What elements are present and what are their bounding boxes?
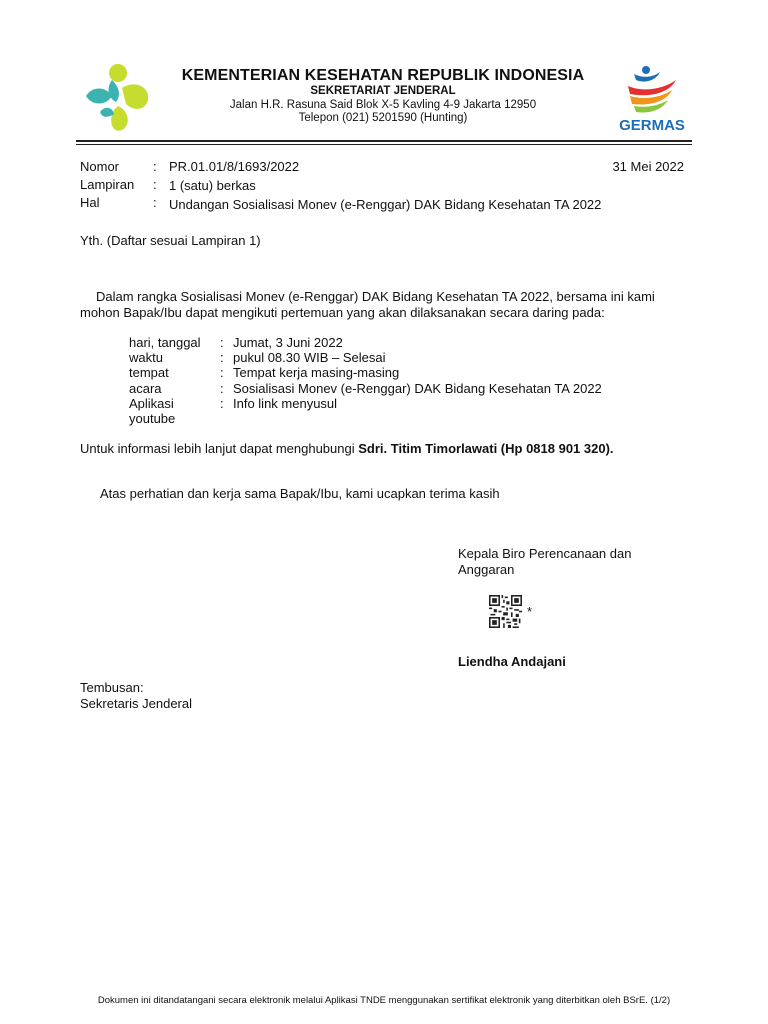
qr-code-icon bbox=[489, 595, 522, 628]
signer-title-2: Anggaran bbox=[458, 562, 515, 577]
phone-line: Telepon (021) 5201590 (Hunting) bbox=[298, 112, 468, 124]
ministry-title: KEMENTERIAN KESEHATAN REPUBLIK INDONESIA bbox=[181, 67, 585, 84]
address-line: Jalan H.R. Rasuna Said Blok X-5 Kavling 4-9 Jakarta 12950 bbox=[229, 99, 537, 111]
detail-label-app-2: youtube bbox=[129, 411, 176, 426]
number-colon: : bbox=[153, 159, 157, 174]
letter-date: 31 Mei 2022 bbox=[612, 159, 684, 174]
detail-colon: : bbox=[220, 350, 224, 365]
subject-label: Hal bbox=[80, 195, 100, 210]
cc-item: Sekretaris Jenderal bbox=[80, 696, 192, 711]
contact-line bbox=[80, 441, 614, 457]
detail-value-time: pukul 08.30 WIB – Selesai bbox=[233, 350, 386, 365]
contact-name: Sdri. Titim Timorlawati (Hp 0818 901 320). bbox=[358, 441, 614, 456]
number-value: PR.01.01/8/1693/2022 bbox=[169, 159, 300, 174]
detail-label-app: Aplikasi bbox=[129, 396, 174, 411]
signer-name: Liendha Andajani bbox=[458, 654, 566, 669]
logo-petal-top bbox=[109, 64, 127, 82]
recipient-line: Yth. (Daftar sesuai Lampiran 1) bbox=[80, 233, 261, 248]
detail-colon: : bbox=[220, 396, 224, 411]
intro-line-1: Dalam rangka Sosialisasi Monev (e-Renggar) DAK Bidang Kesehatan TA 2022, bersama ini kami bbox=[96, 289, 655, 304]
number-label: Nomor bbox=[80, 159, 120, 174]
germas-logo bbox=[612, 64, 692, 136]
contact-text: Untuk informasi lebih lanjut dapat menghubungi bbox=[80, 441, 355, 456]
signer-title-1: Kepala Biro Perencanaan dan bbox=[458, 546, 632, 561]
header-divider-thin bbox=[76, 144, 692, 145]
secretariat-subtitle: SEKRETARIAT JENDERAL bbox=[310, 85, 456, 97]
subject-value: Undangan Sosialisasi Monev (e-Renggar) DAK Bidang Kesehatan TA 2022 bbox=[169, 197, 602, 212]
logo-leaf-left bbox=[86, 89, 112, 104]
attachment-value: 1 (satu) berkas bbox=[169, 178, 256, 193]
logo-petal-bottom bbox=[111, 106, 128, 131]
logo-petal-right bbox=[122, 84, 148, 109]
intro-line-2: mohon Bapak/Ibu dapat mengikuti pertemuan yang akan dilaksanakan secara daring pada: bbox=[80, 305, 605, 320]
attachment-colon: : bbox=[153, 177, 157, 192]
signature-asterisk: * bbox=[527, 604, 533, 619]
attachment-label: Lampiran bbox=[80, 177, 135, 192]
detail-value-app: Info link menyusul bbox=[233, 396, 338, 411]
closing-line: Atas perhatian dan kerja sama Bapak/Ibu, kami ucapkan terima kasih bbox=[100, 486, 500, 501]
logo-leaf-center bbox=[109, 80, 119, 102]
detail-colon: : bbox=[220, 365, 224, 380]
cc-label: Tembusan: bbox=[80, 680, 144, 695]
germas-figure-head bbox=[642, 66, 650, 74]
detail-value-date: Jumat, 3 Juni 2022 bbox=[233, 335, 343, 350]
germas-wordmark: GERMAS bbox=[619, 117, 685, 134]
detail-label-date: hari, tanggal bbox=[129, 335, 201, 350]
detail-value-event: Sosialisasi Monev (e-Renggar) DAK Bidang Kesehatan TA 2022 bbox=[233, 381, 602, 396]
kemenkes-logo bbox=[82, 62, 154, 134]
detail-label-time: waktu bbox=[129, 350, 163, 365]
detail-colon: : bbox=[220, 381, 224, 396]
detail-colon: : bbox=[220, 335, 224, 350]
detail-label-event: acara bbox=[129, 381, 162, 396]
footer-note: Dokumen ini ditandatangani secara elektronik melalui Aplikasi TNDE menggunakan sertifikat elektronik yang diterbitkan oleh BSrE. (1/2) bbox=[97, 995, 671, 1006]
detail-value-place: Tempat kerja masing-masing bbox=[233, 365, 400, 380]
subject-colon: : bbox=[153, 195, 157, 210]
header-divider-thick bbox=[76, 140, 692, 142]
detail-label-place: tempat bbox=[129, 365, 169, 380]
